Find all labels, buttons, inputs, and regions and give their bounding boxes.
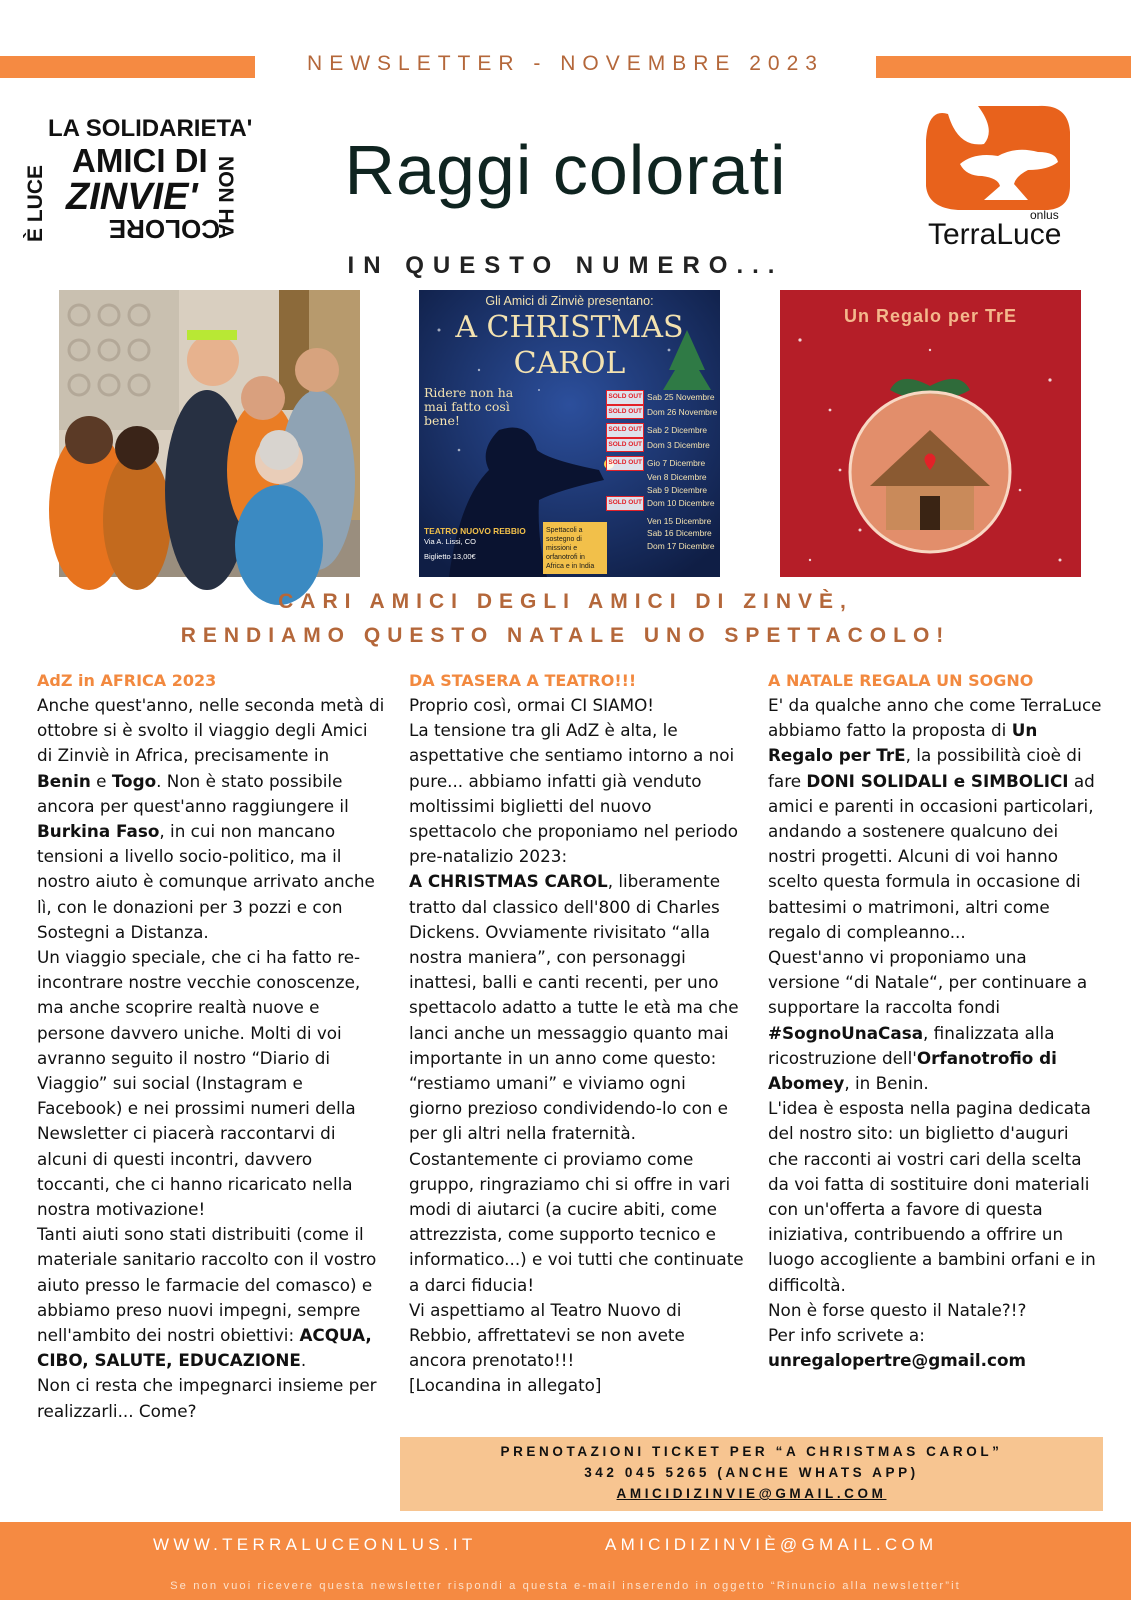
logo-text-left: È LUCE (24, 164, 47, 242)
poster-date-text: Dom 17 Dicembre (647, 540, 715, 551)
column-africa-p1 (37, 693, 387, 945)
terraluce-logo (918, 100, 1088, 251)
text: Quest'anno vi proponiamo una versione “di Natale“, per continuare a supportare la raccolta fondi (768, 947, 1088, 1018)
unsubscribe-note: Se non vuoi ricevere questa newsletter rispondi a questa e-mail inserendo in oggetto “Rinuncio alla newsletter”it (170, 1580, 961, 1592)
column-teatro-p3 (409, 869, 744, 1146)
text: ad amici e parenti in occasioni particolari, andando a sostenere qualcuno dei nostri progetti. Alcuni di voi hanno scelto questa formula in occasione di battesimi o matrimoni, altri come regalo di compleanno... (768, 770, 1095, 942)
poster-date-text: Ven 15 Dicembre (647, 515, 712, 526)
text-bold: Benin (37, 770, 91, 791)
poster-date-text: Dom 3 Dicembre (647, 439, 710, 450)
column-sogno (768, 668, 1103, 1373)
poster-price: Biglietto 13,00€ (424, 552, 476, 561)
poster-date-row (591, 423, 719, 438)
text-bold: DONI SOLIDALI e SIMBOLICI (806, 770, 1069, 791)
column-teatro (409, 668, 744, 1399)
column-teatro-p5: Vi aspettiamo al Teatro Nuovo di Rebbio, affrettatevi se non avete ancora prenotato!!! (409, 1299, 685, 1371)
sold-out-badge: SOLD OUT (606, 496, 644, 511)
column-sogno-p5: Per info scrivete a: (768, 1325, 925, 1346)
sold-out-badge: SOLD OUT (606, 423, 644, 438)
column-sogno-p1 (768, 693, 1103, 945)
logo-text-line2: AMICI DI (72, 142, 208, 179)
poster-date-row (591, 515, 719, 528)
logo-onlus: onlus (1030, 208, 1059, 222)
poster-date-row (591, 405, 719, 420)
text-bold: A CHRISTMAS CAROL (409, 871, 608, 892)
text-bold: Burkina Faso (37, 821, 160, 842)
poster-date-row (591, 456, 719, 471)
poster-dates (591, 390, 719, 553)
logo-text-bottom: COLORE (108, 214, 220, 244)
column-sogno-p4: Non è forse questo il Natale?!? (768, 1299, 1027, 1320)
poster-date-row (591, 471, 719, 484)
poster-address: Via A. Lissi, CO (424, 537, 476, 546)
column-sogno-p2 (768, 945, 1103, 1096)
sold-out-badge: SOLD OUT (606, 456, 644, 471)
gift-image (780, 290, 1081, 577)
text: . Non è stato possibile ancora per quest'anno raggiungere il (37, 770, 349, 816)
poster-date-row (591, 390, 719, 405)
poster-subtitle: Gli Amici di Zinviè presentano: (485, 294, 654, 308)
text: , liberamente tratto dal classico dell'800 di Charles Dickens. Ovviamente rivisitato “alla nostra maniera”, con personaggi inattesi, balli e canti recenti, per uno spettacolo adatto a tutte le età ma che lanci anche un messaggio quanto mai importante in un anno come questo: “restiamo umani” e viviamo ogni giorno prezioso condividendo-lo con e per gli altri nella fraternità. (409, 871, 739, 1144)
greeting-line-1: CARI AMICI DEGLI AMICI DI ZINVÈ, (278, 590, 853, 613)
email-link[interactable]: unregalopertre@gmail.com (768, 1350, 1026, 1371)
column-teatro-p1: Proprio così, ormai CI SIAMO! (409, 695, 654, 715)
poster-venue: TEATRO NUOVO REBBIO (424, 526, 526, 536)
poster-date-text: Sab 16 Dicembre (647, 528, 712, 539)
text: , finalizzata alla ricostruzione dell' (768, 1022, 1055, 1068)
poster-date-row (591, 496, 719, 511)
text: E' da qualche anno che come TerraLuce abbiamo fatto la proposta di (768, 695, 1102, 741)
column-africa-p4: Non ci resta che impegnarci insieme per realizzarli... Come? (37, 1375, 377, 1421)
text-bold: Togo (111, 770, 157, 791)
page-title: Raggi colorati (344, 131, 787, 209)
text: , in cui non mancano tensioni a livello socio-politico, ma il nostro aiuto è comunque arrivato anche lì, con le donazioni per 3 pozzi e con Sostegni a Distanza. (37, 821, 375, 942)
text-bold: ACQUA, CIBO, SALUTE, EDUCAZIONE (37, 1325, 372, 1371)
logo-text-line3: ZINVIE' (66, 176, 198, 218)
text: , la possibilità cioè di fare (768, 745, 1082, 791)
logo-terraluce-name: TerraLuce (928, 218, 1062, 251)
poster-date-text: Sab 9 Dicembre (647, 484, 708, 495)
column-teatro-p4: Costantemente ci proviamo come gruppo, ringraziamo chi si offre in vari modi di aiutarci (a cucire abiti, come attrezzista, come supporto tecnico e informatico...) e voi tutti che continuate a darci fiducia! (409, 1148, 744, 1295)
column-africa-p3 (37, 1222, 387, 1373)
group-photo (59, 290, 360, 577)
text-bold: Orfanotrofio di Abomey (768, 1047, 1057, 1094)
text-bold: #SognoUnaCasa (768, 1022, 924, 1043)
section-label: IN QUESTO NUMERO... (347, 252, 784, 279)
column-africa-p2: Un viaggio speciale, che ci ha fatto re-incontrare nostre vecchie conoscenze, ma anche scoprire realtà nuove e persone davvero uniche. Molti di voi avranno seguito il nostro “Diario di Viaggio” sui social (Instagram e Facebook) e nei prossimi numeri della Newsletter ci piacerà raccontarvi di alcuni di questi incontri, davvero toccanti, che ci hanno ricaricato nella nostra motivazione! (37, 947, 361, 1220)
sold-out-badge: SOLD OUT (606, 390, 644, 405)
column-africa-heading: AdZ in AFRICA 2023 (37, 671, 217, 690)
sold-out-badge: SOLD OUT (606, 405, 644, 420)
poster-cause: Spettacoli a sostegno di missioni e orfanotrofi in Africa e in India (546, 527, 595, 570)
booking-line-1: PRENOTAZIONI TICKET PER “A CHRISTMAS CAROL” (500, 1444, 1003, 1459)
poster-tagline: Ridere non ha mai fatto così bene! (424, 385, 514, 428)
poster-date-row (591, 484, 719, 497)
gift-title: Un Regalo per TrE (843, 306, 1018, 326)
booking-box (400, 1437, 1103, 1511)
booking-email-link[interactable]: AMICIDIZINVIE@GMAIL.COM (616, 1486, 887, 1501)
poster-date-row (591, 540, 719, 553)
poster-date-text: Ven 8 Dicembre (647, 471, 707, 482)
poster-title-1: A CHRISTMAS (455, 310, 684, 345)
poster-date-text: Sab 2 Dicembre (647, 425, 708, 436)
poster-title-2: CAROL (513, 346, 626, 381)
text: Anche quest'anno, nelle seconda metà di ottobre si è svolto il viaggio degli Amici di Zinviè in Africa, precisamente in (37, 695, 385, 766)
column-teatro-heading: DA STASERA A TEATRO!!! (409, 671, 637, 690)
poster-date-row (591, 438, 719, 453)
poster-date-text: Dom 26 Novembre (647, 406, 718, 417)
poster-date-text: Gio 7 Dicembre (647, 458, 706, 469)
text-bold: Un Regalo per TrE (768, 720, 1038, 766)
text: , in Benin. (844, 1073, 929, 1094)
sold-out-badge: SOLD OUT (606, 438, 644, 453)
column-sogno-email[interactable] (768, 1348, 1103, 1373)
booking-phone: 342 045 5265 (ANCHE WHATS APP) (584, 1465, 919, 1480)
poster-date-text: Dom 10 Dicembre (647, 498, 715, 509)
poster-date-text: Sab 25 Novembre (647, 392, 715, 402)
column-teatro-p2: La tensione tra gli AdZ è alta, le aspettative che sentiamo intorno a noi pure... abbiamo infatti già venduto moltissimi biglietti del nuovo spettacolo che proponiamo nel periodo pre-natalizio 2023: (409, 720, 739, 867)
newsletter-label: NEWSLETTER - NOVEMBRE 2023 (307, 52, 824, 75)
text: . (300, 1350, 307, 1371)
text: e (90, 770, 112, 791)
column-sogno-p3: L'idea è esposta nella pagina dedicata del nostro sito: un biglietto d'auguri che racconti ai vostri cari della scelta da voi fatta di sostituire doni materiali con un'offerta a favore di questa iniziativa, contribuendo a offrire un luogo accogliente a bambini orfani e in difficoltà. (768, 1098, 1096, 1295)
footer-email-link[interactable]: AMICIDIZINVIÈ@GMAIL.COM (605, 1535, 938, 1554)
footer-website-link[interactable]: WWW.TERRALUCEONLUS.IT (153, 1535, 477, 1554)
logo-text-right: NON HA (214, 156, 237, 239)
column-teatro-p6: [Locandina in allegato] (409, 1375, 602, 1396)
column-sogno-heading: A NATALE REGALA UN SOGNO (768, 671, 1034, 690)
text: Tanti aiuti sono stati distribuiti (come il materiale sanitario raccolto con il vostro aiuto presso le farmacie del comasco) e abbiamo preso nuovi impegni, sempre nell'ambito dei nostri obiettivi: (37, 1224, 377, 1346)
column-africa (37, 668, 387, 1424)
logo-text-line1: LA SOLIDARIETA' (48, 115, 253, 142)
poster-date-row (591, 527, 719, 540)
greeting-line-2: RENDIAMO QUESTO NATALE UNO SPETTACOLO! (180, 624, 951, 647)
christmas-carol-poster (419, 290, 720, 577)
